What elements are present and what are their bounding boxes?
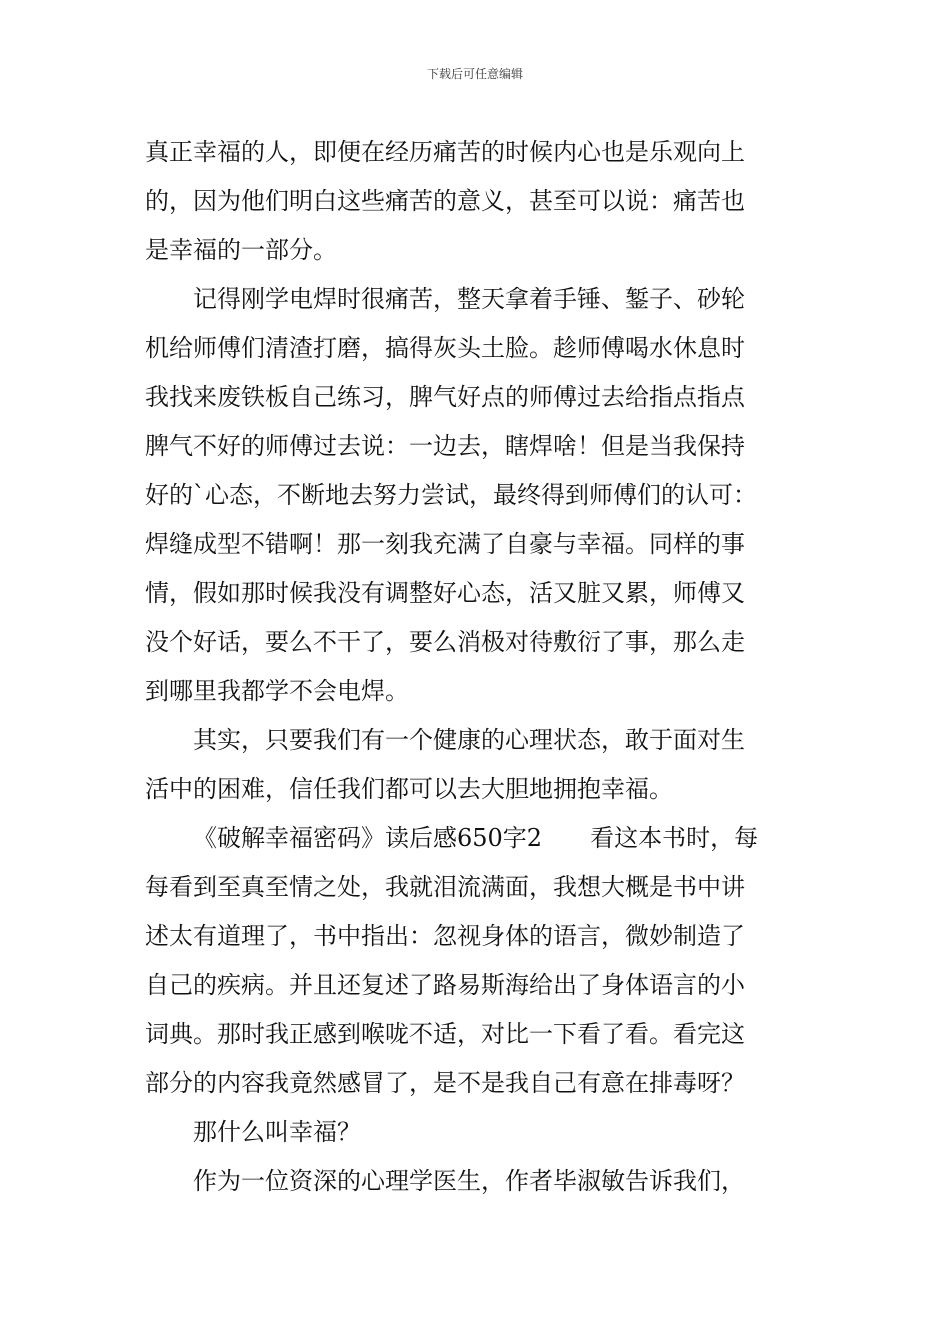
- text-line: 真正幸福的人，即便在经历痛苦的时候内心也是乐观向上: [145, 138, 745, 166]
- paragraph-1: [145, 128, 815, 275]
- text-line: 我找来废铁板自己练习，脾气好点的师傅过去给指点指点: [145, 383, 745, 411]
- paragraph-5: [145, 1108, 815, 1157]
- paragraph-2: [145, 275, 815, 716]
- text-line: 到哪里我都学不会电焊。: [145, 677, 409, 705]
- text-line: 是幸福的一部分。: [145, 236, 337, 264]
- text-line: 自己的疾病。并且还复述了路易斯海给出了身体语言的小: [145, 971, 745, 999]
- paragraph-6: [145, 1157, 815, 1206]
- text-line: 述太有道理了，书中指出：忽视身体的语言，微妙制造了: [145, 922, 745, 950]
- text-line: 没个好话，要么不干了，要么消极对待敷衍了事，那么走: [145, 628, 745, 656]
- text-line: 其实，只要我们有一个健康的心理状态，敢于面对生: [193, 726, 745, 754]
- text-line: 《破解幸福密码》读后感650字2 看这本书时，每: [193, 824, 759, 852]
- paragraph-4: [145, 814, 815, 1108]
- text-line: 词典。那时我正感到喉咙不适，对比一下看了看。看完这: [145, 1020, 745, 1048]
- paragraph-3: [145, 716, 815, 814]
- text-line: 焊缝成型不错啊！那一刻我充满了自豪与幸福。同样的事: [145, 530, 745, 558]
- text-line: 好的`心态，不断地去努力尝试，最终得到师傅们的认可：: [145, 481, 757, 509]
- text-line: 的，因为他们明白这些痛苦的意义，甚至可以说：痛苦也: [145, 187, 745, 215]
- text-line: 部分的内容我竟然感冒了，是不是我自己有意在排毒呀？: [145, 1069, 745, 1097]
- text-line: 脾气不好的师傅过去说：一边去，瞎焊啥！但是当我保持: [145, 432, 745, 460]
- text-line: 活中的困难，信任我们都可以去大胆地拥抱幸福。: [145, 775, 673, 803]
- text-line: 那什么叫幸福？: [193, 1118, 361, 1146]
- text-line: 每看到至真至情之处，我就泪流满面，我想大概是书中讲: [145, 873, 745, 901]
- text-line: 情，假如那时候我没有调整好心态，活又脏又累，师傅又: [145, 579, 745, 607]
- document-body: [145, 128, 815, 1206]
- text-line: 作为一位资深的心理学医生，作者毕淑敏告诉我们，: [193, 1167, 745, 1195]
- text-line: 记得刚学电焊时很痛苦，整天拿着手锤、錾子、砂轮: [193, 285, 745, 313]
- header-note: 下载后可任意编辑: [426, 67, 523, 81]
- text-line: 机给师傅们清渣打磨，搞得灰头土脸。趁师傅喝水休息时: [145, 334, 745, 362]
